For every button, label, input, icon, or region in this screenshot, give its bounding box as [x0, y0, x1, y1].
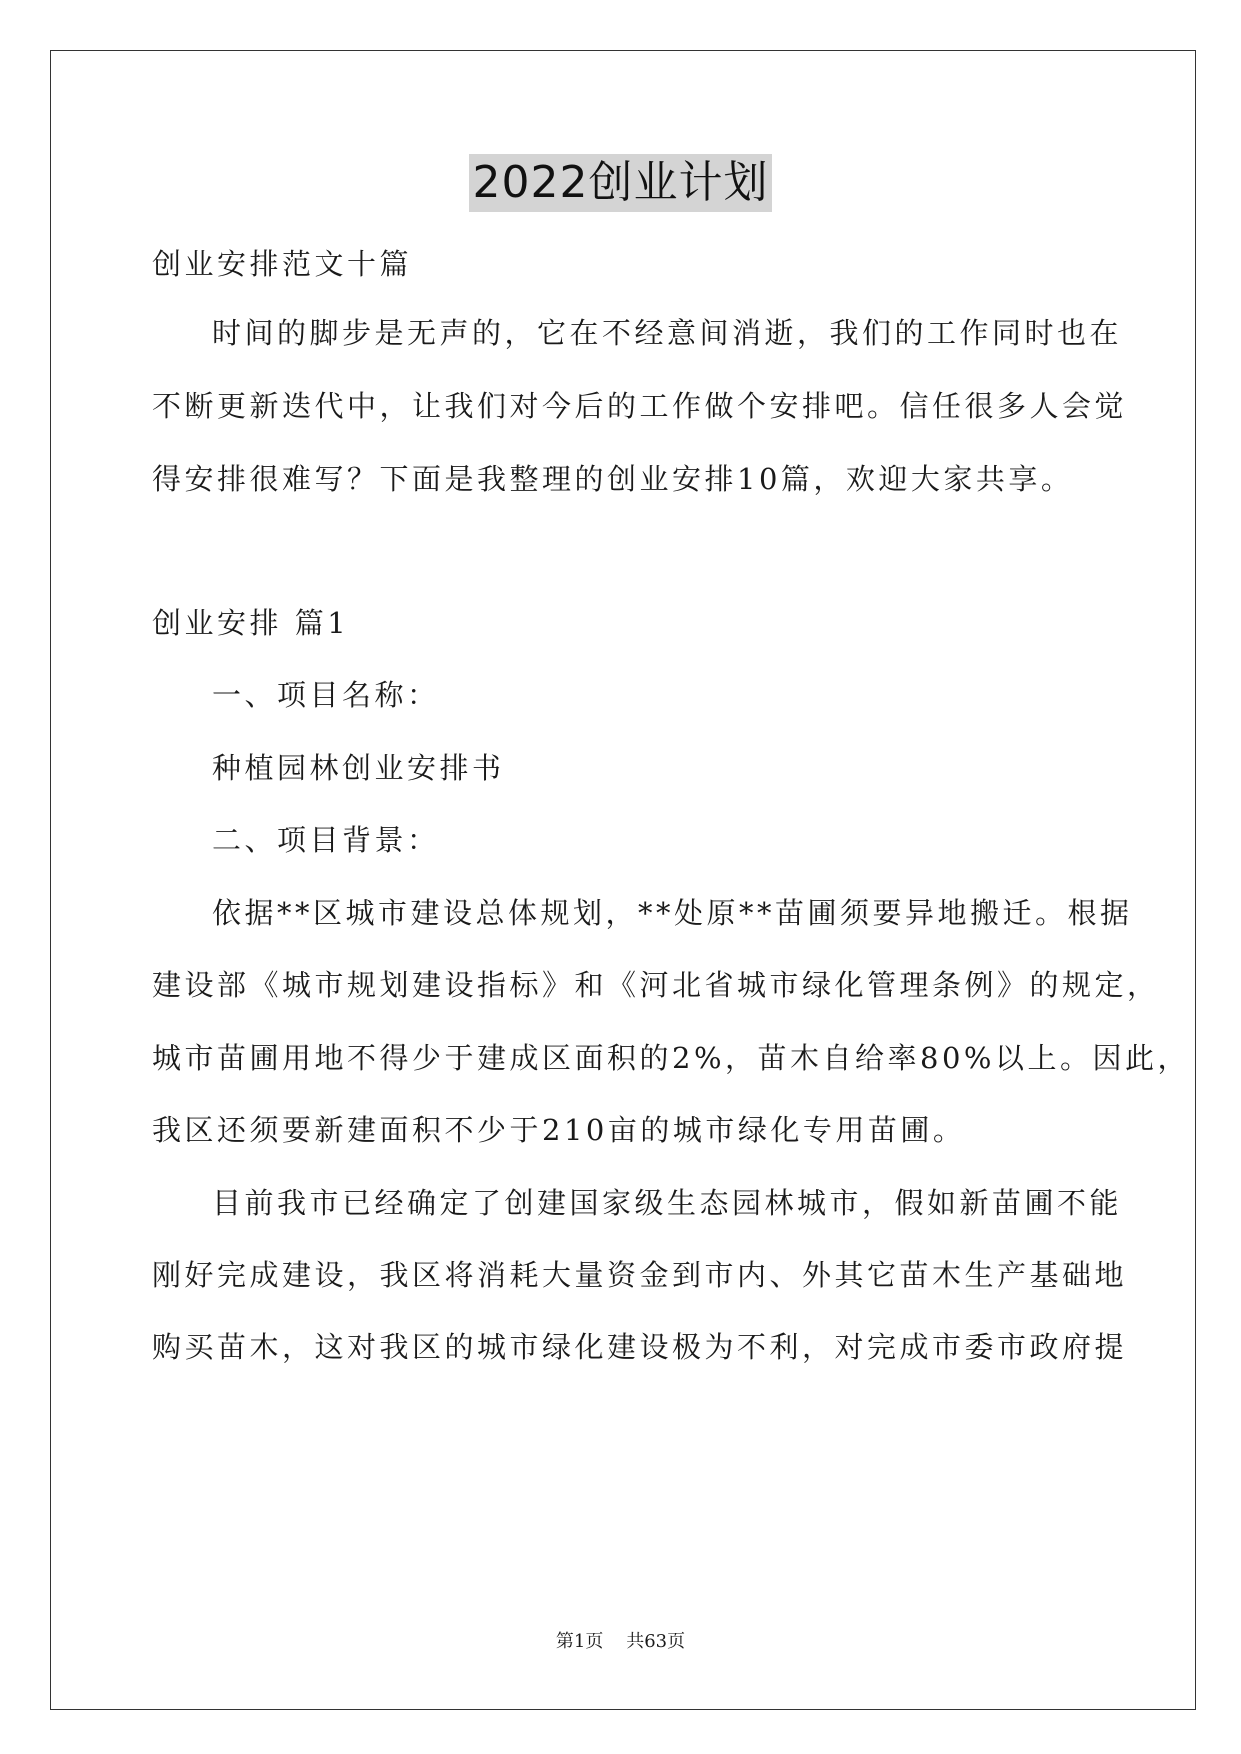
paragraph-line: 依据**区城市建设总体规划，**处原**苗圃须要异地搬迁。根据: [212, 896, 1133, 930]
title-container: [0, 154, 1241, 212]
paragraph-line: 不断更新迭代中，让我们对今后的工作做个安排吧。信任很多人会觉: [152, 389, 1128, 423]
document-title: 2022创业计划: [469, 154, 773, 212]
page-border: [50, 50, 1196, 1710]
paragraph-line: 刚好完成建设，我区将消耗大量资金到市内、外其它苗木生产基础地: [152, 1258, 1128, 1292]
paragraph-line: 购买苗木，这对我区的城市绿化建设极为不利，对完成市委市政府提: [152, 1330, 1128, 1364]
subtitle-line: 创业安排范文十篇: [152, 247, 413, 281]
project-name: 种植园林创业安排书: [212, 751, 505, 785]
item-heading: 二、项目背景：: [212, 823, 440, 857]
paragraph-line: 得安排很难写？下面是我整理的创业安排10篇，欢迎大家共享。: [152, 462, 1074, 496]
page-footer: [0, 1630, 1241, 1654]
section-heading: 创业安排 篇1: [152, 606, 350, 640]
page-number: 第1页: [555, 1631, 604, 1652]
paragraph-line: 我区还须要新建面积不少于210亩的城市绿化专用苗圃。: [152, 1113, 966, 1147]
total-pages: 共63页: [626, 1631, 686, 1652]
paragraph-line: 城市苗圃用地不得少于建成区面积的2%，苗木自给率80%以上。因此，: [152, 1041, 1190, 1075]
item-heading: 一、项目名称：: [212, 678, 440, 712]
paragraph-line: 时间的脚步是无声的，它在不经意间消逝，我们的工作同时也在: [212, 316, 1123, 350]
paragraph-line: 建设部《城市规划建设指标》和《河北省城市绿化管理条例》的规定，: [152, 968, 1160, 1002]
paragraph-line: 目前我市已经确定了创建国家级生态园林城市，假如新苗圃不能: [212, 1186, 1123, 1220]
